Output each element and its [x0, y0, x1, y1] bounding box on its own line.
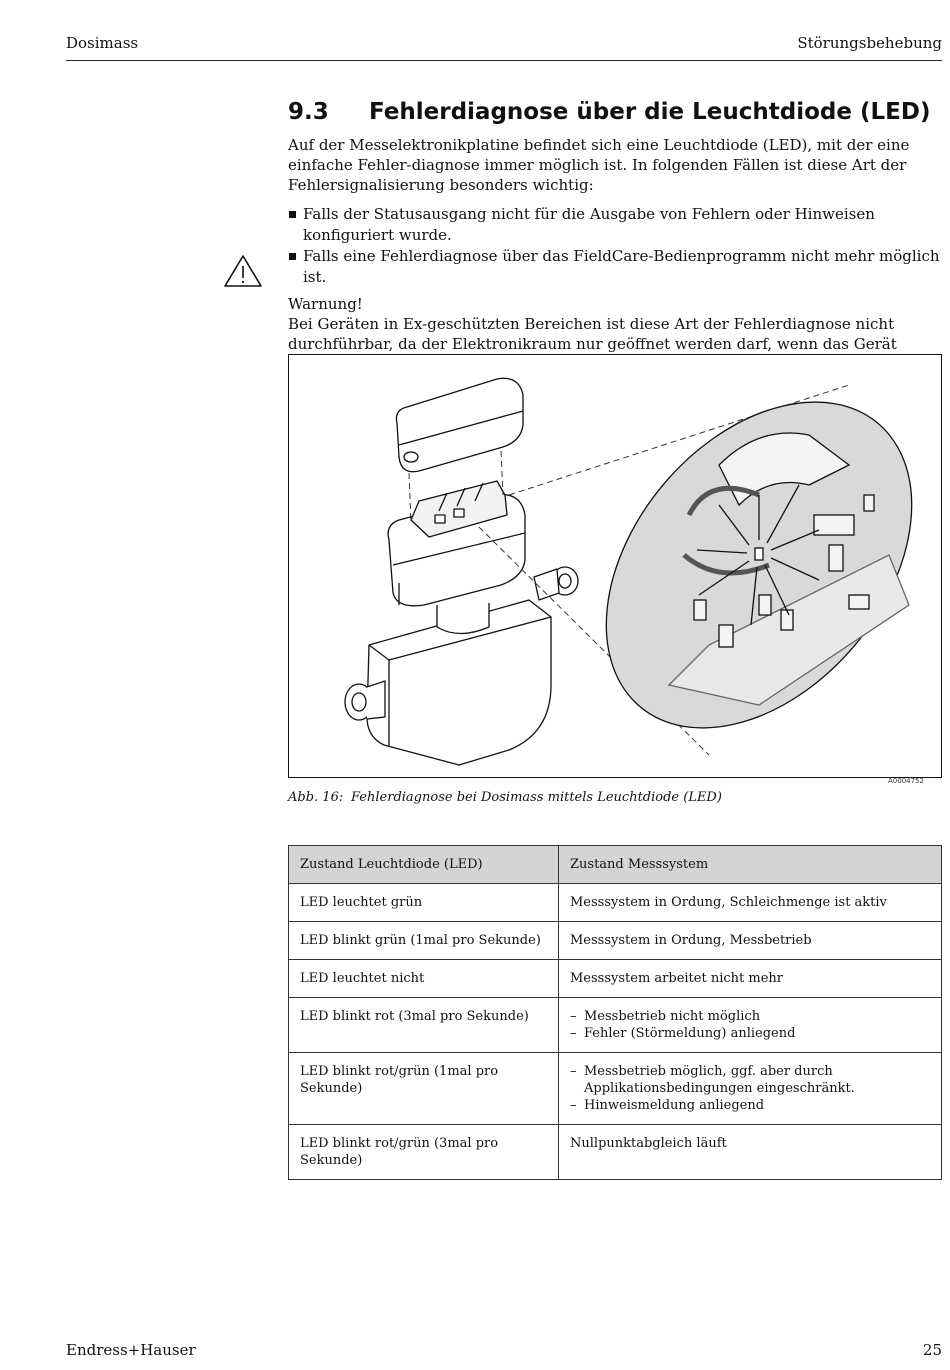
header-system-state: Zustand Messsystem [559, 846, 942, 884]
figure-id: A0004752 [888, 777, 924, 785]
cell-system-state [559, 1053, 942, 1125]
bullet-text: Falls eine Fehlerdiagnose über das FieldCare-Bedienprogramm nicht mehr möglich ist. [303, 247, 940, 286]
list-item: – Hinweismeldung anliegend [570, 1097, 931, 1114]
dash-list [570, 1063, 931, 1114]
led-status-table [288, 845, 942, 1180]
table-header-row [289, 846, 942, 884]
table-row [289, 884, 942, 922]
footer-company: Endress+Hauser [66, 1341, 196, 1359]
list-item: – Fehler (Störmeldung) anliegend [570, 1025, 931, 1042]
bullet-list [288, 204, 942, 288]
header-led-state: Zustand Leuchtdiode (LED) [289, 846, 559, 884]
led-indicator [755, 548, 763, 560]
header-product: Dosimass [66, 34, 139, 52]
table-row [289, 1125, 942, 1180]
bullet-square-icon [289, 211, 296, 218]
page-number: 25 [922, 1341, 942, 1359]
cell-led-state: LED leuchtet grün [289, 884, 559, 922]
cell-led-state: LED blinkt rot/grün (1mal pro Sekunde) [289, 1053, 559, 1125]
section-number: 9.3 [288, 99, 329, 125]
cell-system-state: Nullpunktabgleich läuft [559, 1125, 942, 1180]
device-illustration [289, 355, 941, 777]
warning-triangle-icon [223, 254, 263, 288]
intro-paragraph: Auf der Messelektronikplatine befindet sich eine Leuchtdiode (LED), mit der eine einfache Fehler-diagnose immer möglich ist. In folgenden Fällen ist diese Art der Fehlersignalisierung besonders wichtig: [288, 136, 910, 194]
magnified-detail [544, 355, 941, 777]
figure-led-diagram [288, 354, 942, 778]
table-row [289, 998, 942, 1053]
caption-text: Fehlerdiagnose bei Dosimass mittels Leuchtdiode (LED) [351, 790, 722, 805]
list-item: – Messbetrieb nicht möglich [570, 1008, 931, 1025]
list-item [288, 246, 942, 288]
cell-led-state: LED blinkt grün (1mal pro Sekunde) [289, 922, 559, 960]
section-heading [288, 96, 942, 128]
cell-system-state: Messsystem in Ordung, Schleichmenge ist aktiv [559, 884, 942, 922]
warning-title: Warnung! [288, 295, 363, 313]
cell-led-state: LED blinkt rot/grün (3mal pro Sekunde) [289, 1125, 559, 1180]
page-header [66, 30, 942, 61]
cell-led-state: LED leuchtet nicht [289, 960, 559, 998]
section-content [288, 96, 942, 374]
cell-led-state: LED blinkt rot (3mal pro Sekunde) [289, 998, 559, 1053]
warning-text: Bei Geräten in Ex-geschützten Bereichen ist diese Art der Fehlerdiagnose nicht durchführbar, da der Elektronikraum nur geöffnet werden darf, wenn das Gerät [288, 315, 897, 353]
cell-system-state: Messsystem arbeitet nicht mehr [559, 960, 942, 998]
bullet-text: Falls der Statusausgang nicht für die Ausgabe von Fehlern oder Hinweisen konfiguriert wurde. [303, 205, 875, 244]
table-row [289, 960, 942, 998]
section-title: Fehlerdiagnose über die Leuchtdiode (LED) [369, 99, 931, 125]
bullet-square-icon [289, 253, 296, 260]
header-chapter: Störungsbehebung [797, 34, 942, 52]
figure-caption [288, 790, 722, 805]
list-item: – Messbetrieb möglich, ggf. aber durch Applikationsbedingungen eingeschränkt. [570, 1063, 931, 1097]
caption-label: Abb. 16: [288, 790, 344, 805]
cell-system-state [559, 998, 942, 1053]
table-row [289, 1053, 942, 1125]
table-row [289, 922, 942, 960]
cell-system-state: Messsystem in Ordung, Messbetrieb [559, 922, 942, 960]
dash-list [570, 1008, 931, 1042]
list-item [288, 204, 942, 246]
